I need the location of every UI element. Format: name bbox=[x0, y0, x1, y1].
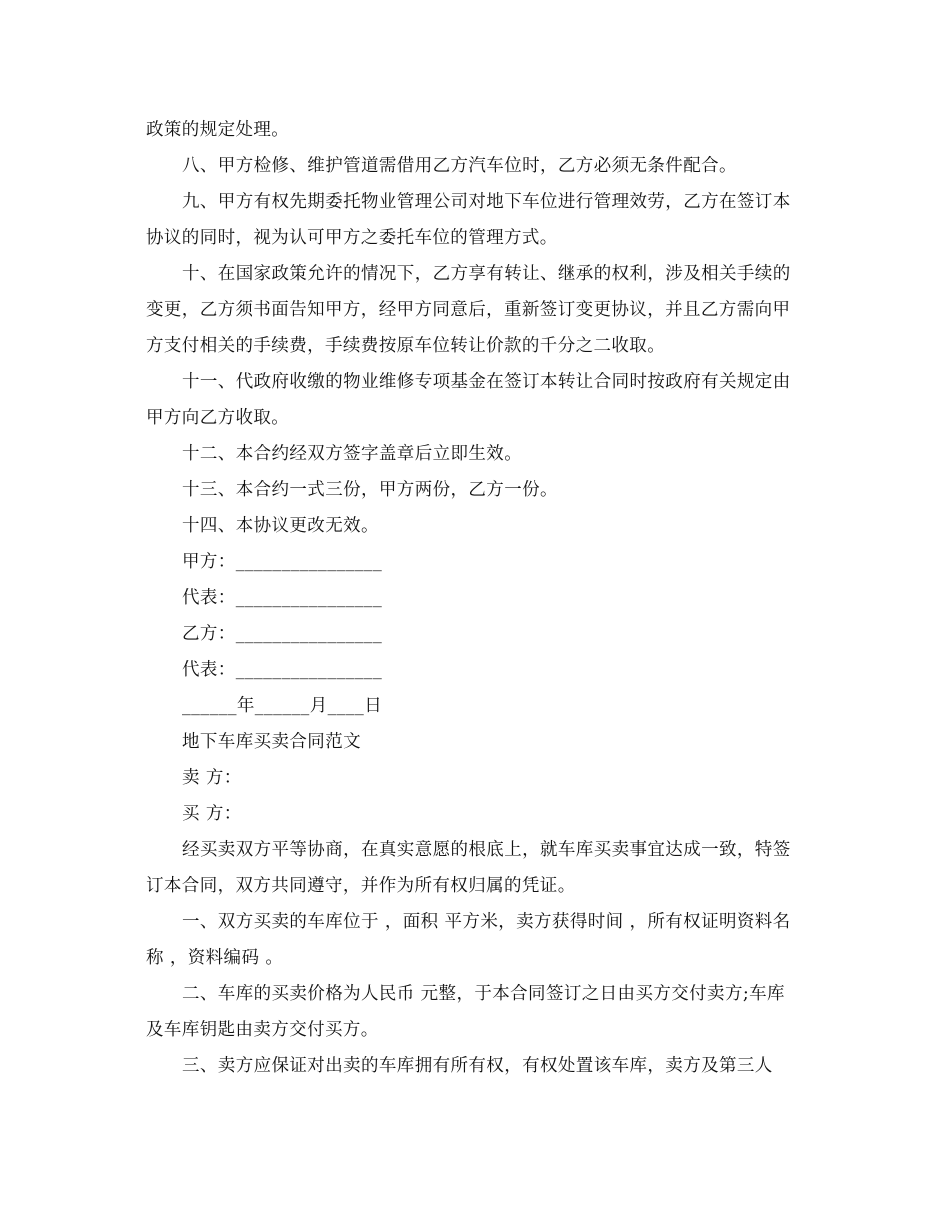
party-a-signature-line: 甲方：________________ bbox=[182, 552, 383, 572]
clause-12: 十二、本合约经双方签字盖章后立即生效。 bbox=[182, 444, 523, 464]
clause-11: 十一、代政府收缴的物业维修专项基金在签订本转让合同时按政府有关规定由甲方向乙方收取。 bbox=[146, 372, 791, 428]
clause-10: 十、在国家政策允许的情况下，乙方享有转让、继承的权利，涉及相关手续的变更，乙方须书面告知甲方，经甲方同意后，重新签订变更协议，并且乙方需向甲方支付相关的手续费，手续费按原车位转让价款的千分之二收取。 bbox=[146, 264, 791, 356]
date-line: ______年______月____日 bbox=[182, 696, 383, 716]
party-a-representative-line: 代表：________________ bbox=[182, 588, 383, 608]
clause-8: 八、甲方检修、维护管道需借用乙方汽车位时，乙方必须无条件配合。 bbox=[182, 156, 737, 176]
seller-label: 卖 方： bbox=[182, 768, 242, 788]
clause-3: 三、卖方应保证对出卖的车库拥有所有权，有权处置该车库，卖方及第三人 bbox=[182, 1056, 773, 1076]
party-b-representative-line: 代表：________________ bbox=[182, 660, 383, 680]
contract-intro: 经买卖双方平等协商，在真实意愿的根底上，就车库买卖事宜达成一致，特签订本合同，双方共同遵守，并作为所有权归属的凭证。 bbox=[146, 840, 791, 896]
clause-13: 十三、本合约一式三份，甲方两份，乙方一份。 bbox=[182, 480, 558, 500]
buyer-label: 买 方： bbox=[182, 804, 242, 824]
clause-1: 一、双方买卖的车库位于 ，面积 平方米，卖方获得时间 ，所有权证明资料名称 ，资料编码 。 bbox=[146, 912, 791, 968]
document-body bbox=[146, 112, 800, 1084]
party-b-signature-line: 乙方：________________ bbox=[182, 624, 383, 644]
second-contract-title: 地下车库买卖合同范文 bbox=[182, 732, 361, 752]
clause-9: 九、甲方有权先期委托物业管理公司对地下车位进行管理效劳，乙方在签订本协议的同时，视为认可甲方之委托车位的管理方式。 bbox=[146, 192, 791, 248]
clause-14: 十四、本协议更改无效。 bbox=[182, 516, 379, 536]
paragraph-continuation: 政策的规定处理。 bbox=[146, 120, 290, 140]
clause-2: 二、车库的买卖价格为人民币 元整，于本合同签订之日由买方交付卖方;车库及车库钥匙由卖方交付买方。 bbox=[146, 984, 785, 1040]
